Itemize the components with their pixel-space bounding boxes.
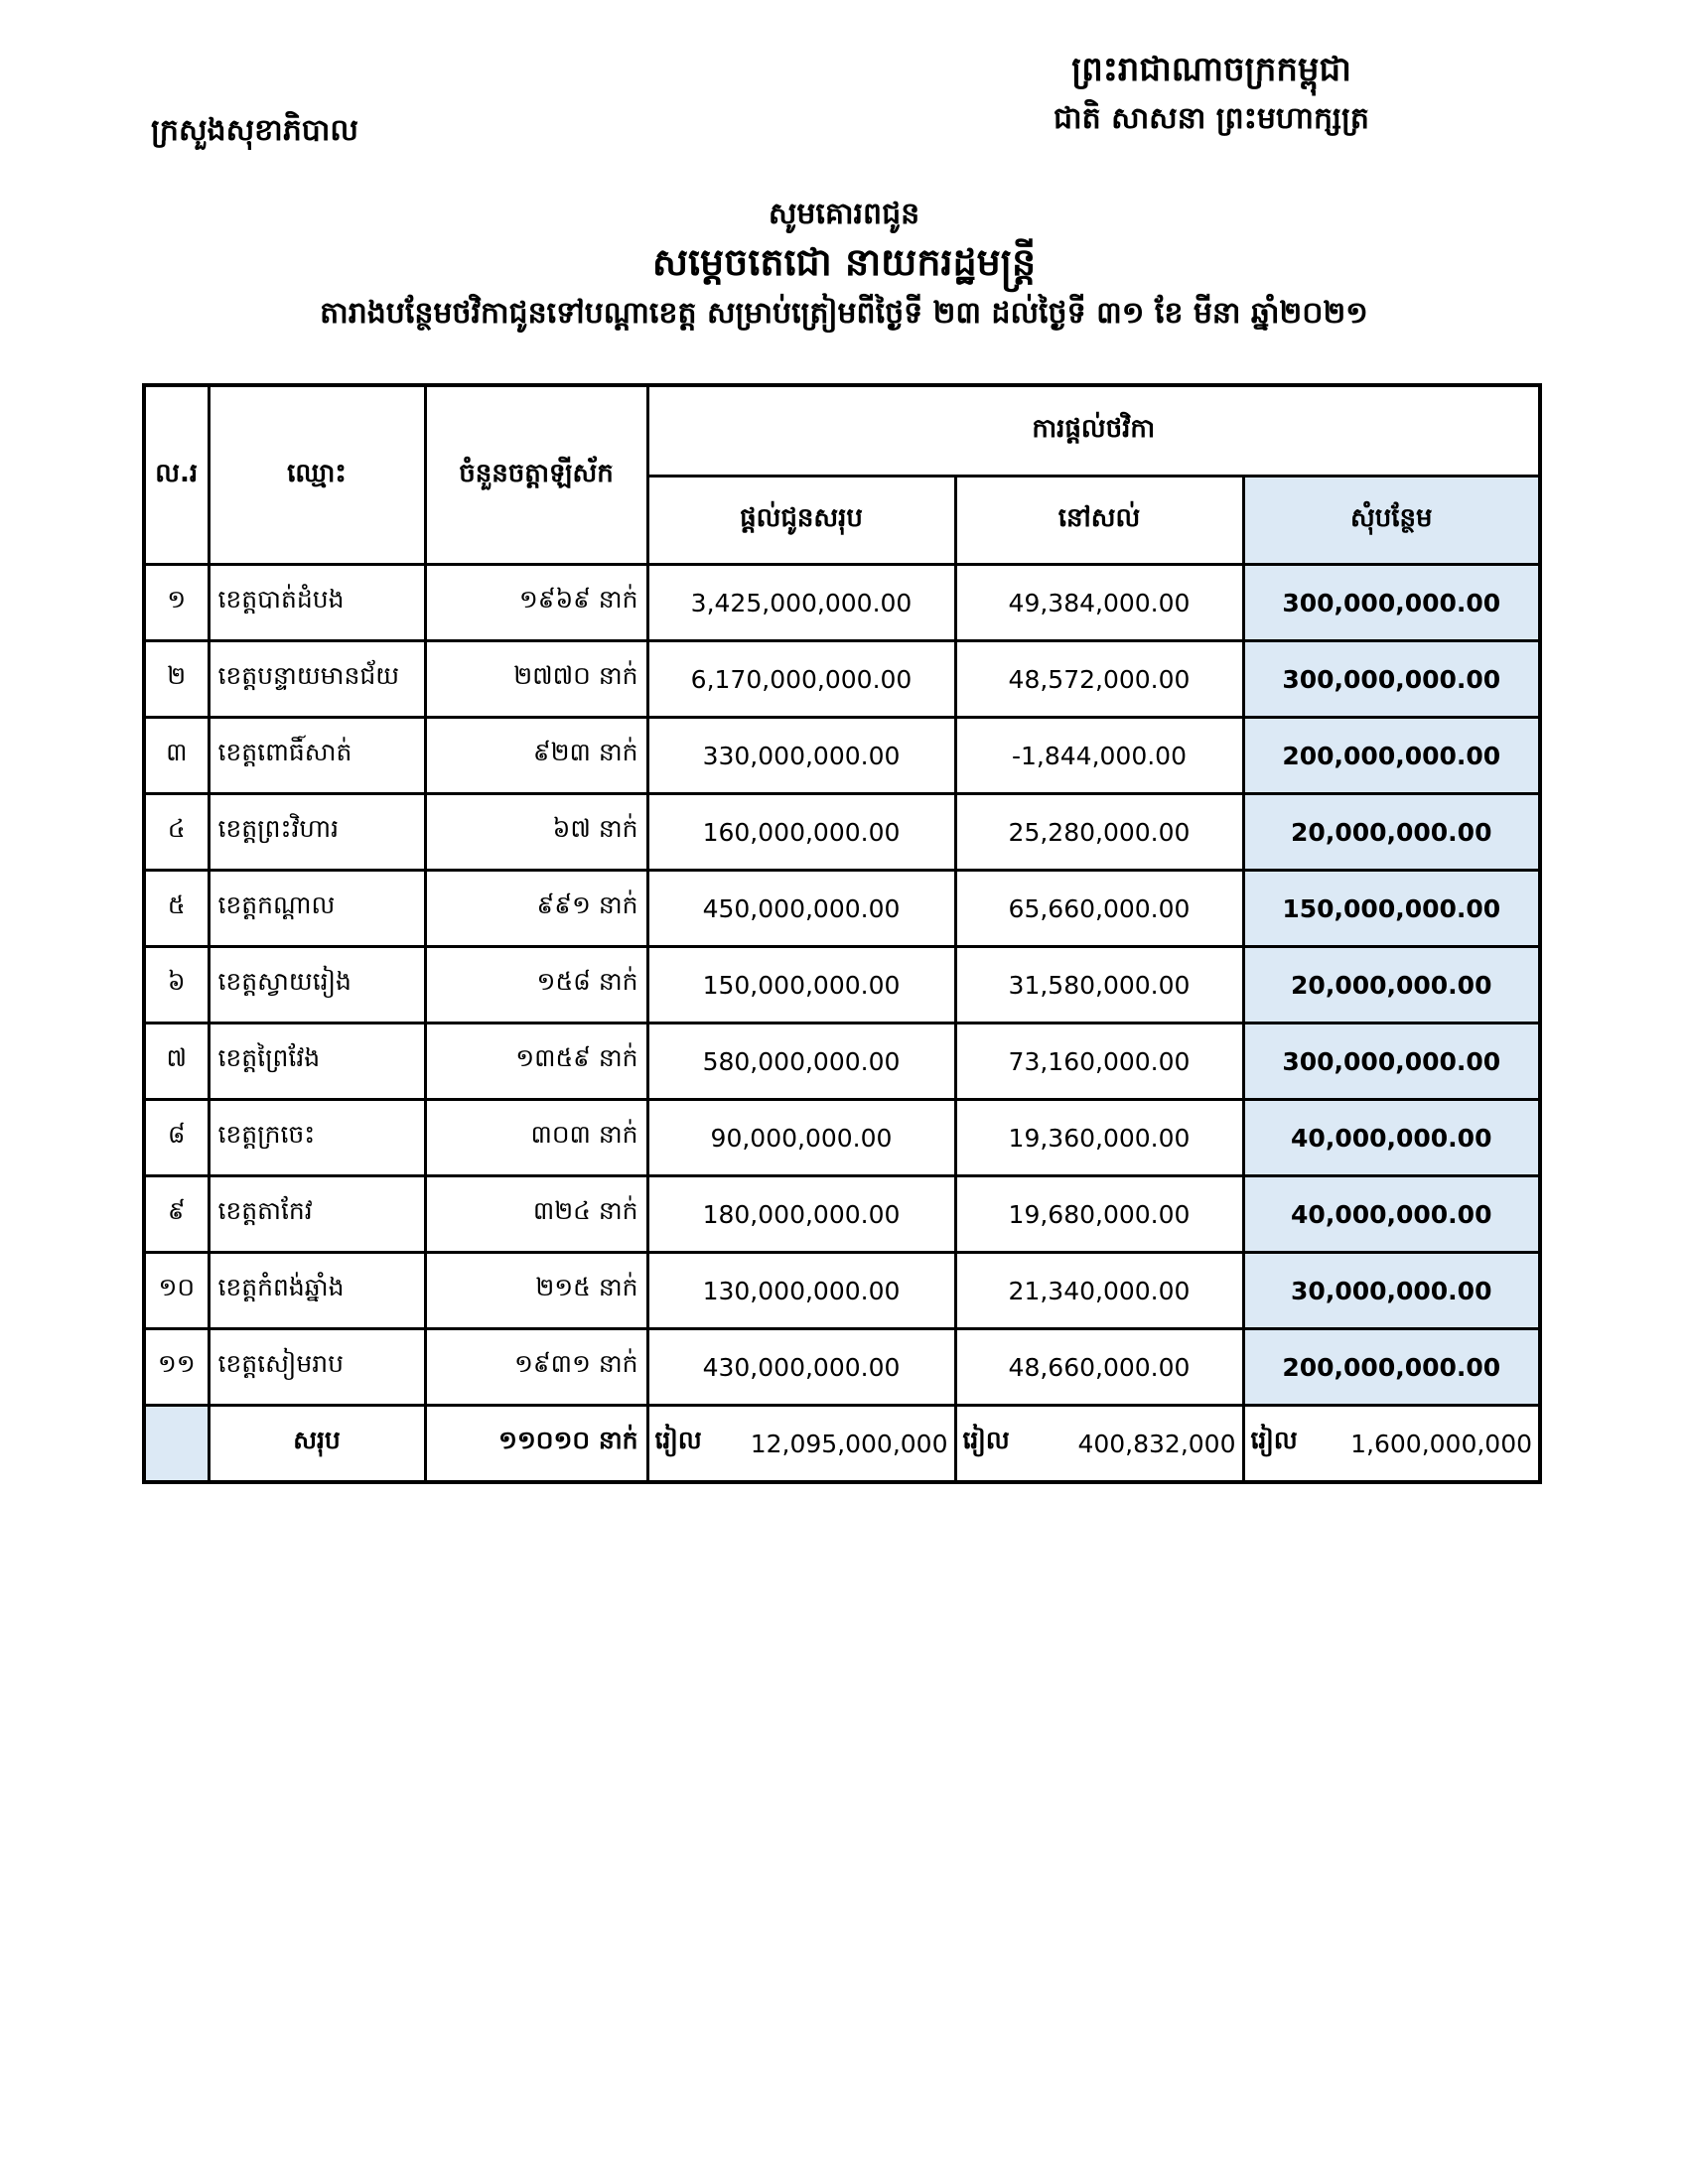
row-given: 160,000,000.00 — [647, 794, 955, 871]
row-requested: 200,000,000.00 — [1243, 718, 1540, 794]
table-row — [144, 1176, 1540, 1253]
row-requested: 300,000,000.00 — [1243, 565, 1540, 641]
respect-line: សូមគោរពជូន — [768, 197, 920, 231]
row-cases: ២១៥ នាក់ — [425, 1253, 647, 1329]
table-row — [144, 1329, 1540, 1406]
row-name: ខេត្តតាកែវ — [209, 1176, 425, 1253]
row-requested: 200,000,000.00 — [1243, 1329, 1540, 1406]
row-requested: 40,000,000.00 — [1243, 1176, 1540, 1253]
total-cases: ១១០១០ នាក់ — [425, 1406, 647, 1483]
total-given: 12,095,000,000 — [750, 1429, 948, 1458]
row-given: 90,000,000.00 — [647, 1100, 955, 1176]
row-remaining: 31,580,000.00 — [955, 947, 1243, 1024]
col-header-name: ឈ្មោះ — [209, 385, 425, 565]
row-name: ខេត្តកណ្ដាល — [209, 871, 425, 947]
row-no: ៧ — [144, 1024, 209, 1100]
row-cases: ១៩៣១ នាក់ — [425, 1329, 647, 1406]
row-name: ខេត្តព្រៃវែង — [209, 1024, 425, 1100]
row-remaining: 73,160,000.00 — [955, 1024, 1243, 1100]
row-requested: 150,000,000.00 — [1243, 871, 1540, 947]
row-name: ខេត្តពោធិ៍សាត់ — [209, 718, 425, 794]
row-requested: 20,000,000.00 — [1243, 794, 1540, 871]
row-no: ១ — [144, 565, 209, 641]
row-requested: 30,000,000.00 — [1243, 1253, 1540, 1329]
row-cases: ២៧៧០ នាក់ — [425, 641, 647, 718]
kingdom-title: ព្រះរាជាណាចក្រកម្ពុជា — [1071, 50, 1351, 89]
row-requested: 300,000,000.00 — [1243, 1024, 1540, 1100]
row-given: 130,000,000.00 — [647, 1253, 955, 1329]
row-no: ៩ — [144, 1176, 209, 1253]
row-requested: 40,000,000.00 — [1243, 1100, 1540, 1176]
total-requested: 1,600,000,000 — [1350, 1429, 1533, 1458]
row-name: ខេត្តស្វាយរៀង — [209, 947, 425, 1024]
col-header-remaining: នៅសល់ — [955, 477, 1243, 565]
row-given: 580,000,000.00 — [647, 1024, 955, 1100]
table-row — [144, 718, 1540, 794]
row-cases: ៣០៣ នាក់ — [425, 1100, 647, 1176]
row-remaining: 25,280,000.00 — [955, 794, 1243, 871]
row-name: ខេត្តបាត់ដំបង — [209, 565, 425, 641]
row-name: ខេត្តក្រចេះ — [209, 1100, 425, 1176]
table-row — [144, 1253, 1540, 1329]
total-remaining-currency: រៀល — [962, 1426, 1010, 1454]
total-label: សរុប — [209, 1406, 425, 1483]
row-no: ៨ — [144, 1100, 209, 1176]
row-given: 430,000,000.00 — [647, 1329, 955, 1406]
col-header-no: ល.រ — [144, 385, 209, 565]
row-name: ខេត្តបន្ទាយមានជ័យ — [209, 641, 425, 718]
row-no: ៦ — [144, 947, 209, 1024]
col-header-given: ផ្ដល់ជូនសរុប — [647, 477, 955, 565]
row-no: ៣ — [144, 718, 209, 794]
row-given: 180,000,000.00 — [647, 1176, 955, 1253]
row-remaining: 48,660,000.00 — [955, 1329, 1243, 1406]
total-remaining-cell — [955, 1406, 1243, 1483]
row-cases: ៩៩១ នាក់ — [425, 871, 647, 947]
row-remaining: 65,660,000.00 — [955, 871, 1243, 947]
total-requested-currency: រៀល — [1250, 1426, 1298, 1454]
recipient-title: សម្តេចតេជោ នាយករដ្ឋមន្ត្រី — [651, 240, 1037, 284]
row-remaining: 19,360,000.00 — [955, 1100, 1243, 1176]
row-cases: ១៩៦៩ នាក់ — [425, 565, 647, 641]
row-cases: ៣២៤ នាក់ — [425, 1176, 647, 1253]
row-no: ១០ — [144, 1253, 209, 1329]
total-requested-cell — [1243, 1406, 1540, 1483]
row-remaining: 48,572,000.00 — [955, 641, 1243, 718]
row-name: ខេត្តសៀមរាប — [209, 1329, 425, 1406]
row-no: ៤ — [144, 794, 209, 871]
row-remaining: 21,340,000.00 — [955, 1253, 1243, 1329]
row-given: 6,170,000,000.00 — [647, 641, 955, 718]
total-no-cell — [144, 1406, 209, 1483]
row-name: ខេត្តព្រះវិហារ — [209, 794, 425, 871]
col-header-cases: ចំនួនចត្តាឡីស័ក — [425, 385, 647, 565]
total-remaining: 400,832,000 — [1077, 1429, 1236, 1458]
table-row — [144, 641, 1540, 718]
table-row — [144, 565, 1540, 641]
table-row — [144, 794, 1540, 871]
ministry-name: ក្រសួងសុខាភិបាល — [151, 113, 358, 148]
row-cases: ១៥៨ នាក់ — [425, 947, 647, 1024]
row-given: 150,000,000.00 — [647, 947, 955, 1024]
row-cases: ៦៧ នាក់ — [425, 794, 647, 871]
budget-table — [142, 383, 1542, 1484]
row-remaining: -1,844,000.00 — [955, 718, 1243, 794]
row-name: ខេត្តកំពង់ឆ្នាំង — [209, 1253, 425, 1329]
total-given-cell — [647, 1406, 955, 1483]
row-cases: ៩២៣ នាក់ — [425, 718, 647, 794]
row-remaining: 19,680,000.00 — [955, 1176, 1243, 1253]
row-no: ២ — [144, 641, 209, 718]
row-no: ១១ — [144, 1329, 209, 1406]
row-given: 450,000,000.00 — [647, 871, 955, 947]
col-header-requested: សុំបន្ថែម — [1243, 477, 1540, 565]
document-subject: តារាងបន្ថែមថវិកាជូនទៅបណ្ដាខេត្ត សម្រាប់ត្រៀមពីថ្ងៃទី ២៣ ដល់ថ្ងៃទី ៣១ ខែ មីនា ឆ្នាំ២០២១ — [320, 296, 1368, 331]
table-row — [144, 947, 1540, 1024]
table-row — [144, 1100, 1540, 1176]
row-cases: ១៣៥៩ នាក់ — [425, 1024, 647, 1100]
row-given: 330,000,000.00 — [647, 718, 955, 794]
row-requested: 300,000,000.00 — [1243, 641, 1540, 718]
row-requested: 20,000,000.00 — [1243, 947, 1540, 1024]
row-given: 3,425,000,000.00 — [647, 565, 955, 641]
table-row — [144, 1024, 1540, 1100]
row-no: ៥ — [144, 871, 209, 947]
total-given-currency: រៀល — [654, 1426, 702, 1454]
table-body — [144, 565, 1540, 1406]
col-header-budget-group: ការផ្ដល់ថវិកា — [647, 385, 1540, 477]
total-row — [144, 1406, 1540, 1483]
row-remaining: 49,384,000.00 — [955, 565, 1243, 641]
table-row — [144, 871, 1540, 947]
national-motto: ជាតិ សាសនា ព្រះមហាក្សត្រ — [1054, 101, 1369, 136]
